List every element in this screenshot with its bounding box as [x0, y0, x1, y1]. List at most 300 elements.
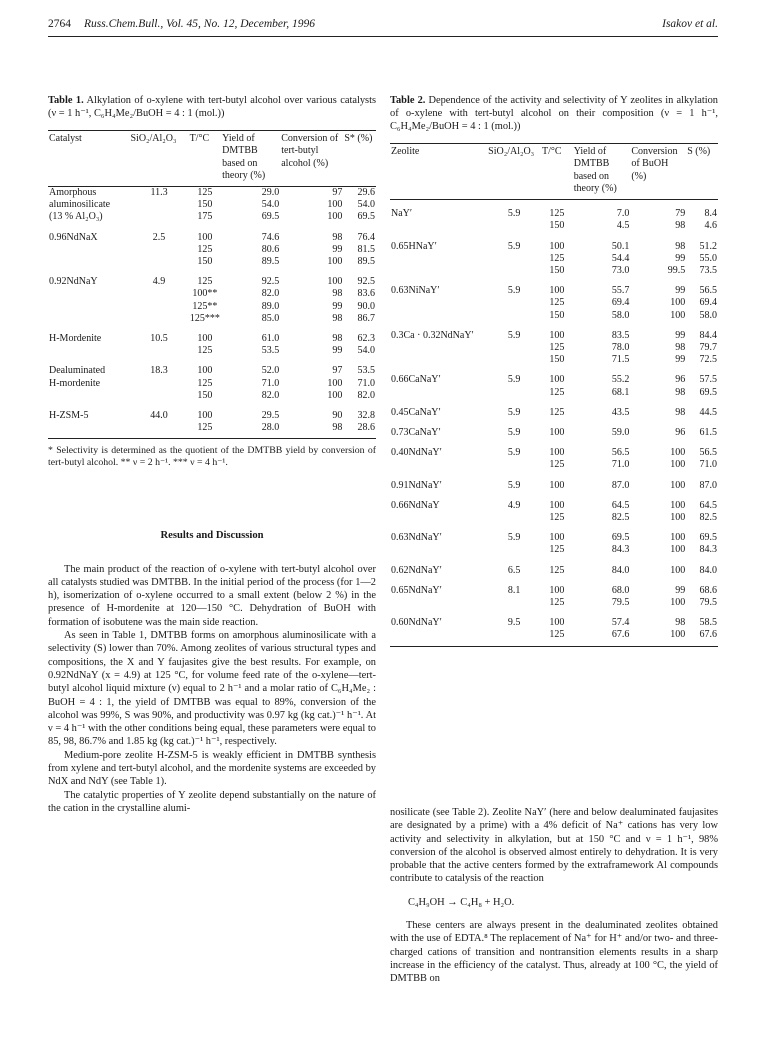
- table-cell: 98: [675, 341, 686, 353]
- table-cell: [48, 390, 129, 402]
- table2-body: [390, 200, 718, 646]
- table-cell: 92.5: [357, 276, 375, 288]
- table-cell: 71.0: [611, 459, 630, 471]
- table-cell: 82.0: [357, 389, 375, 401]
- table2-header: Conversion of BuOH (%): [631, 146, 678, 182]
- table-cell: 50.1: [611, 240, 630, 252]
- table-cell: 69.5: [611, 532, 630, 544]
- table-cell: 98: [675, 617, 686, 629]
- table-cell: 54.0: [357, 199, 375, 211]
- paragraph: The catalytic properties of Y zeolite depend substantially on the nature of the cation in the crystalline alumi-: [48, 789, 376, 814]
- paragraph: These centers are always present in the dealuminated zeolites obtained with the use of EDTA.⁸ The replacement of Na⁺ for H⁺ and/or two- and three-charged cations of transition and nontransition elements results in a sharp increase in the efficiency of the catalyst. Thus, already at 100 °C, the yield of DMTBB on: [390, 920, 718, 985]
- table-cell: 125: [197, 276, 213, 288]
- table-cell: 69.5: [699, 386, 717, 398]
- table-cell: 150: [197, 389, 213, 401]
- table-cell: 125: [197, 422, 213, 434]
- table-cell: 96: [675, 374, 686, 386]
- table-cell: 125: [197, 187, 213, 198]
- table-cell: 69.5: [699, 532, 717, 544]
- paragraph: nosilicate (see Table 2). Zeolite NaY′ (here and below dealuminated faujasites are designated by a prime) with a 4% deficit of Na⁺ cations has very low activity and selectivity in alkylation, but at 150 °C and ν = 1 h⁻¹, 98% conversion of the alcohol is observed almost entirely to dehydration. It is very probable that the active centers formed by the extraframework Al compounds contribute to catalysis of the reaction: [390, 807, 718, 885]
- table-cell: [487, 544, 541, 556]
- table-row: [390, 629, 718, 646]
- table-cell: 0.62NdNaY′: [391, 564, 442, 576]
- table-cell: 67.6: [611, 629, 630, 641]
- table-cell: 54.0: [357, 345, 375, 357]
- table-cell: 100**: [192, 288, 218, 300]
- table-cell: Amorphous: [49, 187, 97, 198]
- table-cell: [487, 387, 541, 399]
- table-cell: 62.3: [357, 333, 375, 345]
- table-cell: 0.60NdNaY′: [391, 617, 442, 629]
- table-row: [48, 268, 376, 288]
- table-cell: 125: [197, 243, 213, 255]
- table-cell: 125: [549, 252, 565, 264]
- table1-header: Conversion of tert-butyl alcohol (%): [281, 133, 339, 169]
- table-cell: 100: [549, 532, 565, 544]
- table1-header: Catalyst: [49, 133, 82, 145]
- table-cell: 9.5: [507, 617, 521, 629]
- table-cell: 150: [197, 256, 213, 268]
- table-cell: 100: [549, 479, 565, 491]
- table-cell: 52.0: [261, 365, 280, 377]
- left-column: [48, 94, 376, 815]
- table-cell: 0.91NdNaY′: [391, 479, 442, 491]
- table-cell: [390, 512, 487, 524]
- table-cell: 100: [327, 256, 343, 268]
- table-cell: 8.1: [507, 584, 521, 596]
- table-cell: 69.4: [699, 297, 717, 309]
- table2-header: T/°C: [542, 146, 562, 158]
- table-cell: 73.5: [699, 264, 717, 276]
- table1-footnote: * Selectivity is determined as the quotient of the DMTBB yield by conversion of tert-butyl alcohol. ** ν = 2 h⁻¹. *** ν = 4 h⁻¹.: [48, 445, 376, 469]
- table-cell: 97: [332, 365, 343, 377]
- table-cell: 98: [332, 333, 343, 345]
- table-cell: 5.9: [507, 374, 521, 386]
- table-cell: 89.5: [261, 256, 280, 268]
- table-cell: [129, 422, 188, 439]
- table-cell: 44.0: [150, 410, 168, 422]
- table-cell: 125: [549, 459, 565, 471]
- table1-caption: Table 1. Alkylation of o-xylene with tert-butyl alcohol over various catalysts (ν = 1 h⁻¹, C₆H₄Me₂/BuOH = 4 : 1 (mol.)): [48, 95, 376, 120]
- table-cell: [390, 342, 487, 354]
- table1-header: S* (%): [344, 133, 373, 145]
- table-cell: [48, 345, 129, 357]
- table-cell: 69.5: [357, 211, 375, 223]
- table-cell: 71.0: [261, 377, 280, 389]
- table-cell: [487, 597, 541, 609]
- table-cell: 10.5: [150, 333, 168, 345]
- table-cell: 79.5: [699, 596, 717, 608]
- table-cell: 56.5: [699, 447, 717, 459]
- paragraph: Medium-pore zeolite H-ZSM-5 is weakly efficient in DMTBB synthesis from xylene and tert-butyl alcohol, and the mordenite systems are exceeded by NdX and NdY (see Table 1).: [48, 749, 376, 788]
- table-cell: H-mordenite: [49, 377, 101, 389]
- table-cell: [487, 297, 541, 309]
- table-cell: [487, 342, 541, 354]
- table2-header-row: [390, 144, 718, 200]
- table-cell: 100: [549, 374, 565, 386]
- table-cell: 99: [675, 285, 686, 297]
- table-cell: 64.5: [699, 499, 717, 511]
- table-cell: 99: [675, 584, 686, 596]
- table-cell: 0.66NdNaY: [391, 499, 440, 511]
- table-cell: 100: [549, 584, 565, 596]
- table-cell: [390, 220, 487, 232]
- table-cell: 64.5: [611, 499, 630, 511]
- table-row: [48, 402, 376, 422]
- table-cell: 100: [197, 365, 213, 377]
- table-cell: 98: [332, 231, 343, 243]
- right-body-text: [390, 806, 718, 986]
- running-header: [48, 16, 718, 36]
- table-cell: 84.4: [699, 329, 717, 341]
- table-cell: 100: [670, 459, 686, 471]
- table-cell: 5.9: [507, 240, 521, 252]
- table-cell: 0.40NdNaY′: [391, 447, 442, 459]
- table-cell: 150: [197, 199, 213, 211]
- table-cell: 89.5: [357, 256, 375, 268]
- table-cell: 58.0: [699, 309, 717, 321]
- table-cell: 61.5: [699, 426, 717, 438]
- table-row: [48, 301, 376, 313]
- table-cell: [129, 244, 188, 256]
- table-row: [390, 557, 718, 577]
- table-cell: 100: [670, 532, 686, 544]
- table-cell: 98: [675, 240, 686, 252]
- journal-citation: Russ.Chem.Bull., Vol. 45, No. 12, December, 1996: [84, 18, 315, 30]
- table-row: [48, 378, 376, 390]
- table-cell: 150: [549, 354, 565, 366]
- table-cell: 125: [197, 377, 213, 389]
- table-cell: [129, 378, 188, 390]
- table-cell: 56.5: [611, 447, 630, 459]
- table-cell: 98: [675, 220, 686, 232]
- table-cell: 99: [332, 243, 343, 255]
- table-cell: 90.0: [357, 300, 375, 312]
- table-cell: 56.5: [699, 285, 717, 297]
- table-cell: 100: [327, 199, 343, 211]
- table-cell: 98: [332, 288, 343, 300]
- table-cell: [487, 512, 541, 524]
- table-cell: 84.3: [611, 544, 630, 556]
- table-cell: 80.6: [261, 243, 280, 255]
- table-cell: 68.1: [611, 386, 630, 398]
- table-cell: 71.5: [611, 354, 630, 366]
- table-cell: 100: [549, 329, 565, 341]
- table-cell: [390, 387, 487, 399]
- table-cell: 125***: [189, 312, 220, 324]
- table-cell: 5.9: [507, 406, 521, 418]
- table-cell: 0.92NdNaY: [49, 276, 98, 288]
- table-cell: [390, 297, 487, 309]
- table-cell: 100: [670, 297, 686, 309]
- table-row: [390, 253, 718, 265]
- table-cell: 8.4: [704, 208, 717, 220]
- table2-header: Zeolite: [391, 146, 420, 158]
- table-row: [390, 597, 718, 609]
- table-cell: 0.65HNaY′: [391, 240, 437, 252]
- table-cell: [129, 211, 188, 223]
- table-row: [48, 345, 376, 357]
- table-cell: 67.6: [699, 629, 717, 641]
- table-cell: 83.6: [357, 288, 375, 300]
- table-cell: 100: [670, 499, 686, 511]
- table-cell: 82.0: [261, 389, 280, 401]
- table1-header: Yield of DMTBB based on theory (%): [222, 133, 266, 181]
- table-cell: 0.63NdNaY′: [391, 532, 442, 544]
- table-cell: 71.0: [357, 377, 375, 389]
- table-cell: 175: [197, 211, 213, 223]
- table-row: [390, 524, 718, 544]
- table-cell: 125: [549, 544, 565, 556]
- table-cell: 85.0: [261, 312, 280, 324]
- table-cell: 97: [332, 187, 343, 198]
- table-cell: 125: [549, 596, 565, 608]
- table-cell: 29.0: [261, 187, 280, 198]
- table-cell: [390, 544, 487, 556]
- table-cell: 4.5: [616, 220, 630, 232]
- table-cell: 100: [549, 240, 565, 252]
- table-cell: 6.5: [507, 564, 521, 576]
- table-cell: 100: [670, 544, 686, 556]
- table-cell: 87.0: [611, 479, 630, 491]
- table-cell: 82.5: [611, 511, 630, 523]
- table-cell: 69.4: [611, 297, 630, 309]
- table-cell: 96: [675, 426, 686, 438]
- table-cell: 73.0: [611, 264, 630, 276]
- table-cell: 78.0: [611, 341, 630, 353]
- table-cell: 0.66CaNaY′: [391, 374, 441, 386]
- table-cell: 5.9: [507, 208, 521, 220]
- table-cell: [487, 253, 541, 265]
- table-cell: 44.5: [699, 406, 717, 418]
- table-cell: 5.9: [507, 426, 521, 438]
- table-row: [390, 512, 718, 524]
- table-cell: 0.3Ca · 0.32NdNaY′: [391, 329, 474, 341]
- table2: [390, 143, 718, 646]
- table-cell: 81.5: [357, 243, 375, 255]
- table-cell: 5.9: [507, 532, 521, 544]
- table-cell: H-Mordenite: [49, 333, 102, 345]
- table-cell: 29.6: [357, 187, 375, 198]
- table-cell: [390, 629, 487, 646]
- reaction-equation: C₄H₉OH → C₄H₈ + H₂O.: [408, 896, 515, 908]
- table-cell: [390, 265, 487, 277]
- table-row: [390, 609, 718, 629]
- table-cell: 99.5: [667, 264, 686, 276]
- table-cell: 99: [675, 252, 686, 264]
- table-cell: 125: [549, 341, 565, 353]
- table-cell: 0.96NdNaX: [49, 231, 98, 243]
- table-cell: 55.7: [611, 285, 630, 297]
- table-cell: 68.0: [611, 584, 630, 596]
- table-cell: 100: [670, 309, 686, 321]
- table-cell: [390, 597, 487, 609]
- table-cell: [48, 256, 129, 268]
- table-row: [390, 322, 718, 342]
- table-cell: 5.9: [507, 479, 521, 491]
- table-row: [390, 387, 718, 399]
- table-cell: 99: [332, 300, 343, 312]
- table-cell: 100: [670, 629, 686, 641]
- table-cell: 92.5: [261, 276, 280, 288]
- table-row: [48, 422, 376, 439]
- table-cell: 61.0: [261, 333, 280, 345]
- table-cell: [48, 244, 129, 256]
- table-row: [390, 310, 718, 322]
- table1-body: [48, 187, 376, 439]
- table-cell: 125: [549, 564, 565, 576]
- table-cell: 87.0: [699, 479, 717, 491]
- table-cell: 125: [549, 386, 565, 398]
- table-cell: 125: [549, 208, 565, 220]
- table-cell: 125: [549, 629, 565, 641]
- table-row: [390, 544, 718, 556]
- paragraph: The main product of the reaction of o-xylene with tert-butyl alcohol over all catalysts studied was DMTBB. In the initial period of the process (for 1—2 h), isomerization of o-xylene occurred to a small extent (below 2 %) in the presence of H-mordenite at 120—150 °C. Dehydration of BuOH with formation of isobutene was the main side reaction.: [48, 563, 376, 628]
- table-cell: [487, 310, 541, 322]
- table-cell: 82.0: [261, 288, 280, 300]
- table-cell: 100: [197, 410, 213, 422]
- table-cell: 57.4: [611, 617, 630, 629]
- table-cell: 100: [549, 617, 565, 629]
- table-cell: 7.0: [616, 208, 630, 220]
- table-row: [48, 211, 376, 223]
- table-cell: 11.3: [150, 187, 168, 198]
- table-row: [390, 399, 718, 419]
- table-cell: 18.3: [150, 365, 168, 377]
- table-cell: 89.0: [261, 300, 280, 312]
- table-cell: [390, 310, 487, 322]
- table-cell: 100: [549, 447, 565, 459]
- table-cell: [48, 422, 129, 439]
- table-row: [390, 492, 718, 512]
- table-cell: 43.5: [611, 406, 630, 418]
- table-cell: [487, 265, 541, 277]
- table2-header: Yield of DMTBB based on theory (%): [573, 146, 617, 194]
- table-row: [390, 277, 718, 297]
- table-row: [48, 187, 376, 200]
- table-row: [48, 357, 376, 377]
- table-cell: 100: [670, 596, 686, 608]
- table-cell: [48, 313, 129, 325]
- table-cell: 4.6: [704, 220, 717, 232]
- left-body-text: [48, 563, 376, 816]
- table-cell: H-ZSM-5: [49, 410, 89, 422]
- table1-header-row: [48, 131, 376, 187]
- table-cell: 100: [549, 285, 565, 297]
- table-cell: Dealuminated: [49, 365, 106, 377]
- table-cell: 100: [670, 564, 686, 576]
- table-cell: 5.9: [507, 329, 521, 341]
- table-cell: 28.0: [261, 422, 280, 434]
- table-cell: 100: [670, 511, 686, 523]
- paragraph: As seen in Table 1, DMTBB forms on amorphous aluminosilicate with a selectivity (S) lower than 70%. Among zeolites of various structural types and compositions, the X and Y faujasites give the best results. For example, on 0.92NdNaY (x = 4.9) at 125 °C, for volume feed rate of the o-xylene—tert-butyl alcohol liquid mixture (ν) equal to 2 h⁻¹ and a molar ratio of C₆H₄Me₂ : BuOH = 4 : 1, the yield of DMTBB was equal to 89%, conversion of the alcohol was 99%, S was 90%, and productivity was 0.97 kg (kg cat.)⁻¹ h⁻¹. At ν = 4 h⁻¹ with the other conditions being equal, these parameters were equal to 85, 98, 86.7% and 1.85 kg (kg cat.)⁻¹ h⁻¹, respectively.: [48, 630, 376, 748]
- table-cell: 98: [675, 406, 686, 418]
- section-title: Results and Discussion: [160, 530, 264, 542]
- table-cell: 100: [670, 447, 686, 459]
- table-cell: 57.5: [699, 374, 717, 386]
- table-row: [48, 390, 376, 402]
- table1-header: T/°C: [189, 133, 210, 145]
- table-cell: 83.5: [611, 329, 630, 341]
- table-cell: 100: [327, 377, 343, 389]
- table-cell: [487, 354, 541, 366]
- table-cell: 54.0: [261, 199, 280, 211]
- table-cell: 32.8: [357, 410, 375, 422]
- table-cell: [129, 345, 188, 357]
- table-cell: 100: [549, 426, 565, 438]
- table-cell: (13 % Al₂O₃): [49, 211, 103, 223]
- authors: Isakov et al.: [662, 18, 718, 30]
- table-row: [48, 256, 376, 268]
- table-cell: 100: [549, 499, 565, 511]
- table-cell: 84.3: [699, 544, 717, 556]
- table-cell: 99: [675, 329, 686, 341]
- table-cell: 125: [197, 345, 213, 357]
- table-cell: 100: [327, 389, 343, 401]
- table-cell: 79.5: [611, 596, 630, 608]
- table-row: [48, 313, 376, 325]
- table-cell: [487, 629, 541, 646]
- table-row: [390, 577, 718, 597]
- right-column: [390, 94, 718, 647]
- table-cell: 68.6: [699, 584, 717, 596]
- table-cell: 99: [675, 354, 686, 366]
- table-row: [390, 342, 718, 354]
- table-cell: [129, 256, 188, 268]
- table-cell: [487, 220, 541, 232]
- table-row: [390, 439, 718, 459]
- table-cell: [487, 459, 541, 471]
- table-cell: 0.45CaNaY′: [391, 406, 441, 418]
- table-cell: 58.5: [699, 617, 717, 629]
- page-number: 2764: [48, 18, 71, 30]
- table-cell: [129, 288, 188, 300]
- table-cell: 59.0: [611, 426, 630, 438]
- table1-header: SiO₂/Al₂O₃: [130, 133, 177, 145]
- table-cell: [390, 354, 487, 366]
- table-cell: 150: [549, 264, 565, 276]
- table-row: [390, 459, 718, 471]
- table-cell: 54.4: [611, 252, 630, 264]
- table-cell: 100: [197, 231, 213, 243]
- table-cell: 74.6: [261, 231, 280, 243]
- table-row: [48, 224, 376, 244]
- table-cell: 98: [332, 422, 343, 434]
- table-cell: 84.0: [699, 564, 717, 576]
- table-cell: [129, 199, 188, 211]
- table-cell: 82.5: [699, 511, 717, 523]
- table-row: [390, 472, 718, 492]
- table-cell: 125**: [192, 300, 218, 312]
- table-row: [390, 297, 718, 309]
- table-cell: 53.5: [261, 345, 280, 357]
- table-cell: 150: [549, 309, 565, 321]
- table-cell: 71.0: [699, 459, 717, 471]
- table-cell: 100: [327, 276, 343, 288]
- table-cell: 99: [332, 345, 343, 357]
- table-cell: 72.5: [699, 354, 717, 366]
- table-cell: 150: [549, 220, 565, 232]
- table-cell: 4.9: [152, 276, 166, 288]
- table-row: [48, 244, 376, 256]
- table-cell: 58.0: [611, 309, 630, 321]
- table-cell: 0.65NdNaY′: [391, 584, 442, 596]
- table-cell: NaY′: [391, 208, 413, 220]
- table-cell: 125: [549, 297, 565, 309]
- table-cell: 55.2: [611, 374, 630, 386]
- table2-caption: Table 2. Dependence of the activity and selectivity of Y zeolites in alkylation of o-xylene with tert-butyl alcohol on their composition (ν = 1 h⁻¹, C₆H₄Me₂/BuOH = 4 : 1 (mol.)): [390, 95, 719, 133]
- table-cell: 100: [197, 333, 213, 345]
